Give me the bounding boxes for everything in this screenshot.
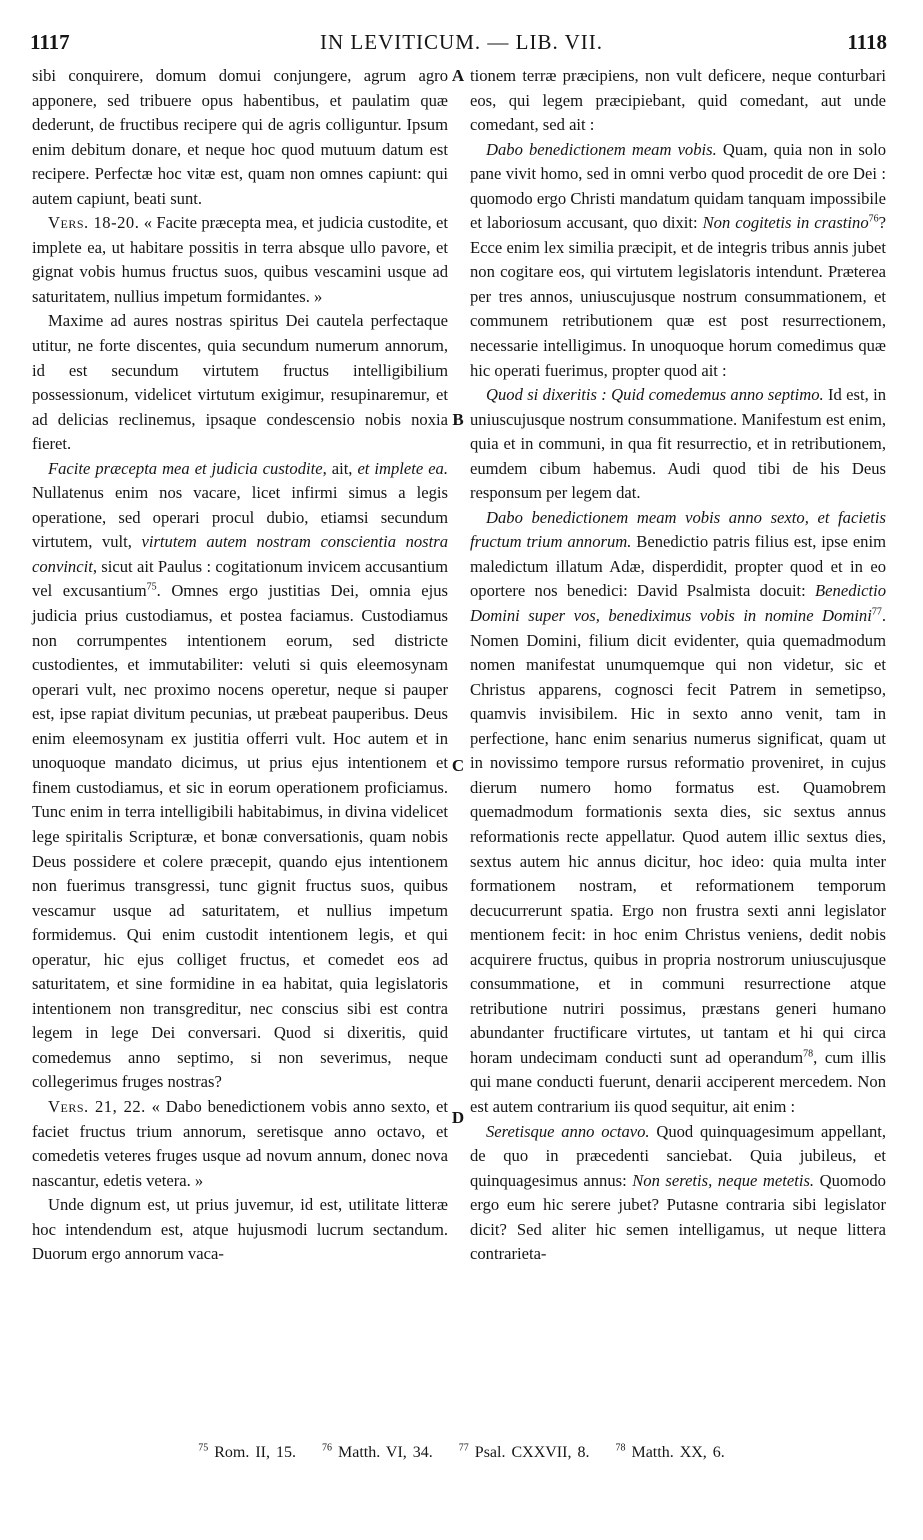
footnote-number: 77: [458, 1442, 469, 1454]
text-run: Nullatenus enim nos vacare, licet infirmi simus a legis operatione, sed operari procul dubio, etiamsi secundum virtutem, vult,: [32, 483, 448, 552]
paragraph: [470, 138, 886, 383]
text-run: , sicut ait Paulus : cogitationum invicem accusantium vel excusantium: [32, 556, 448, 601]
italic-quote: Benedictio Domini super vos, benediximus vobis in nomine Domini: [470, 581, 886, 626]
text-run: . Omnes ergo justitias Dei, omnia ejus judicia prius custodiamus, et postea faciamus. Custodiamus non corrumpentes intentionem eorum, sed districte custodientes, et immutabiliter: veluti si quis eleemosynam operari vult, nec proximo nocens operetur, neque si pauper est, ipse rapiat divitum pecunias, ut præbeat pauperibus. Deus enim eleemosynam ex justitia offerri vult. Hoc autem et in unoquoque mandato dicimus, ut prius ejus intentionem et finem custodiamus, et sic in eorum operationem proficiamus. Tunc enim in terra intelligibili habitabimus, in divina videlicet lege spiritalis Scripturæ, et bonæ conversationis, quam nobis Deus possidere et colere præcepit, quando ejus intentionem non fuerimus transgressi, tunc gignit fructus suos, quibus vescamur usque ad saturitatem, et nullius impetum formidemus. Qui enim custodit intentionem legis, et qui operatur, hic ejus colliget fructus, et comedet eos ad saturitatem, et sine formidine in ea habitat, quia legislatoris intentionem non transgreditur, nec conscius sibi est contra legem in lege Dei conversari. Quod si dixeritis, quid comedemus anno septimo, si non severimus, neque collegerimus fruges nostras?: [32, 581, 448, 1092]
footnote-ref: 75: [146, 581, 157, 593]
verse-text: « Facite præcepta mea, et judicia custodite, et implete ea, ut habitare possitis in terra absque ullo pavore, et gignat vobis humus fructus suos, quibus vescamini usque ad saturitatem, nullius impetum formidantes. »: [32, 213, 448, 306]
footnotes: [0, 1444, 923, 1462]
paragraph: [32, 457, 448, 1095]
paragraph: [470, 383, 886, 506]
footnote-number: 78: [615, 1442, 626, 1454]
text-run: , ait,: [322, 458, 358, 478]
text-run: Quomodo ergo eum hic serere jubet? Putasne contraria sibi legislator dicit? Sed aliter hic semen intelligamus, ut neque littera contrarieta-: [470, 1170, 886, 1264]
margin-marker-d: D: [451, 1108, 465, 1127]
paragraph: [470, 506, 886, 1120]
italic-quote: Facite præcepta mea et judicia custodite: [48, 458, 323, 478]
verse-label: Vers. 18-20.: [48, 213, 140, 233]
running-title: IN LEVITICUM. — LIB. VII.: [320, 30, 603, 54]
footnote: [459, 1444, 590, 1461]
text-run: Benedictio patris filius est, ipse enim maledictum illatum Adæ, disperdidit, propter quod et in eo oportere nos benedici: David Psalmista docuit:: [470, 532, 886, 601]
italic-quote: Dabo benedictionem meam vobis.: [486, 139, 717, 159]
footnote-ref: 76: [868, 213, 879, 225]
verse-paragraph: [32, 1095, 448, 1193]
footnote-text: Rom. II, 15.: [214, 1444, 296, 1461]
text-run: ? Ecce enim lex similia præcipit, et de integris tribus annis jubet non cogitare eos, qui virtutem legislatoris intendunt. Præterea per tres annos, uniuscujusque nostrum consummationem, et communem retributionem quæ est post resurrectionem, necessarie intelligimus. In unoquoque horum comedimus quæ hic operati fuerimus, propter quod ait :: [470, 213, 886, 380]
text-run: . Nomen Domini, filium dicit evidenter, quia quemadmodum nomen manifestat unumquemque qui non videtur, sic et Christus apparens, cognosci fecit Patrem in semetipso, quamvis invisibilem. Hic in sexto anno venit, tam in perfectione, hanc enim senarius numerus significat, quam ut in novissimo tempore rursus reformatio proveniret, in cujus dierum numero homo formatus est. Quamobrem quemadmodum formationis sexta dies, sic sextus annus reformationis recte appellatur. Quod autem illic sextus dies, sextus autem hic annus dicitur, hoc ideo: quia multa inter formationem nostram, et reformationem temporum decucurrerunt spatia. Ergo non frustra sexti anni legislator mentionem fecit: in hoc enim Christus veniens, dedit nobis acquirere fructus, quibus in propria nostrorum uniuscujusque consummatione, et in communi resurrectione atque retributione nutriri possimus, præstans generi humano abundanter fructificare virtutes, ut tantam et hi qui circa horam undecimam conducti sunt ad operandum: [470, 606, 886, 1067]
italic-quote: Seretisque anno octavo.: [486, 1121, 650, 1141]
italic-quote: et implete ea.: [357, 458, 449, 478]
page-number-right: 1118: [847, 30, 887, 54]
right-column: [470, 64, 886, 1267]
footnote: [322, 1444, 433, 1461]
text-run: Id est, in uniuscujusque nostrum consummatione. Manifestum est enim, quia et in communi, in qua fit resurrectio, et in retributionem, eumdem cibum habemus. Audi quod tibi de his Deus responsum per legem dat.: [470, 385, 886, 503]
footnote-text: Psal. CXXVII, 8.: [474, 1444, 590, 1461]
verse-text: « Dabo benedictionem vobis anno sexto, et faciet fructus trium annorum, seretisque anno octavo, et comedetis veteres fruges usque ad novum annum, donec nova nascantur, edetis vetera. »: [32, 1096, 448, 1190]
italic-quote: Non seretis, neque metetis.: [632, 1170, 815, 1190]
footnote: [198, 1444, 296, 1461]
paragraph: Unde dignum est, ut prius juvemur, id est, utilitate litteræ hoc intendendum est, atque hujusmodi lucrum sectandum. Duorum ergo annorum vaca-: [32, 1195, 448, 1264]
italic-quote: virtutem autem nostram conscientia nostra convincit: [32, 532, 448, 576]
verse-paragraph: [32, 211, 448, 309]
paragraph: tionem terræ præcipiens, non vult deficere, neque conturbari eos, qui legem præcipiebant, quid comedant, aut unde comedant, sed ait :: [470, 66, 886, 135]
italic-quote: Non cogitetis in crastino: [702, 213, 869, 233]
paragraph: Maxime ad aures nostras spiritus Dei cautela perfectaque utitur, ne forte discentes, quia secundum numerum annorum, id est secundum virtutem fructus intelligibilium possessionum, videlicet virtutum exigimur, resupinaremur, et ad delicias reclinemus, ipsaque condescensio nobis noxia fieret.: [32, 311, 448, 454]
page-number-left: 1117: [30, 30, 70, 54]
margin-marker-a: A: [451, 66, 465, 85]
italic-quote: Quod si dixeritis : Quid comedemus anno septimo.: [486, 385, 824, 405]
footnote-ref: 78: [803, 1048, 814, 1060]
text-run: Quod quinquagesimum appellant, de quo in præcedenti sanciebat. Quia jubileus, et quinquagesimus annus:: [470, 1121, 886, 1190]
left-column: [32, 64, 448, 1267]
footnote-text: Matth. XX, 6.: [631, 1444, 725, 1461]
paragraph: [470, 1120, 886, 1267]
italic-quote: Dabo benedictionem meam vobis anno sexto, et facietis fructum trium annorum.: [470, 507, 886, 552]
footnote-text: Matth. VI, 34.: [337, 1444, 433, 1461]
margin-marker-b: B: [452, 410, 464, 429]
verse-label: Vers. 21, 22.: [48, 1096, 146, 1116]
text-run: , cum illis qui mane conducti fuerunt, denarii acciperent mercedem. Non est autem contrarium iis quod sequitur, ait enim :: [470, 1047, 887, 1116]
footnote-ref: 77: [871, 606, 882, 618]
footnote: [615, 1444, 724, 1461]
page-header: [0, 30, 923, 62]
footnote-number: 75: [198, 1442, 209, 1454]
margin-marker-c: C: [451, 756, 465, 775]
footnote-number: 76: [321, 1442, 332, 1454]
text-run: Quam, quia non in solo pane vivit homo, sed in omni verbo quod procedit de ore Dei : quomodo ergo Christi mandatum quidam tanquam impossibile et laboriosum accusant, quo dixit:: [470, 139, 886, 233]
paragraph: sibi conquirere, domum domui conjungere, agrum agro apponere, sed tribuere opus habentibus, et paulatim quæ dederunt, de fructibus recipere qui de agris colliguntur. Ipsum enim debitum donare, et neque hoc quod mutuum datum est recipere. Perfectæ hoc vitæ est, quam non omnes capiunt: qui autem capiunt, beati sunt.: [32, 66, 448, 208]
